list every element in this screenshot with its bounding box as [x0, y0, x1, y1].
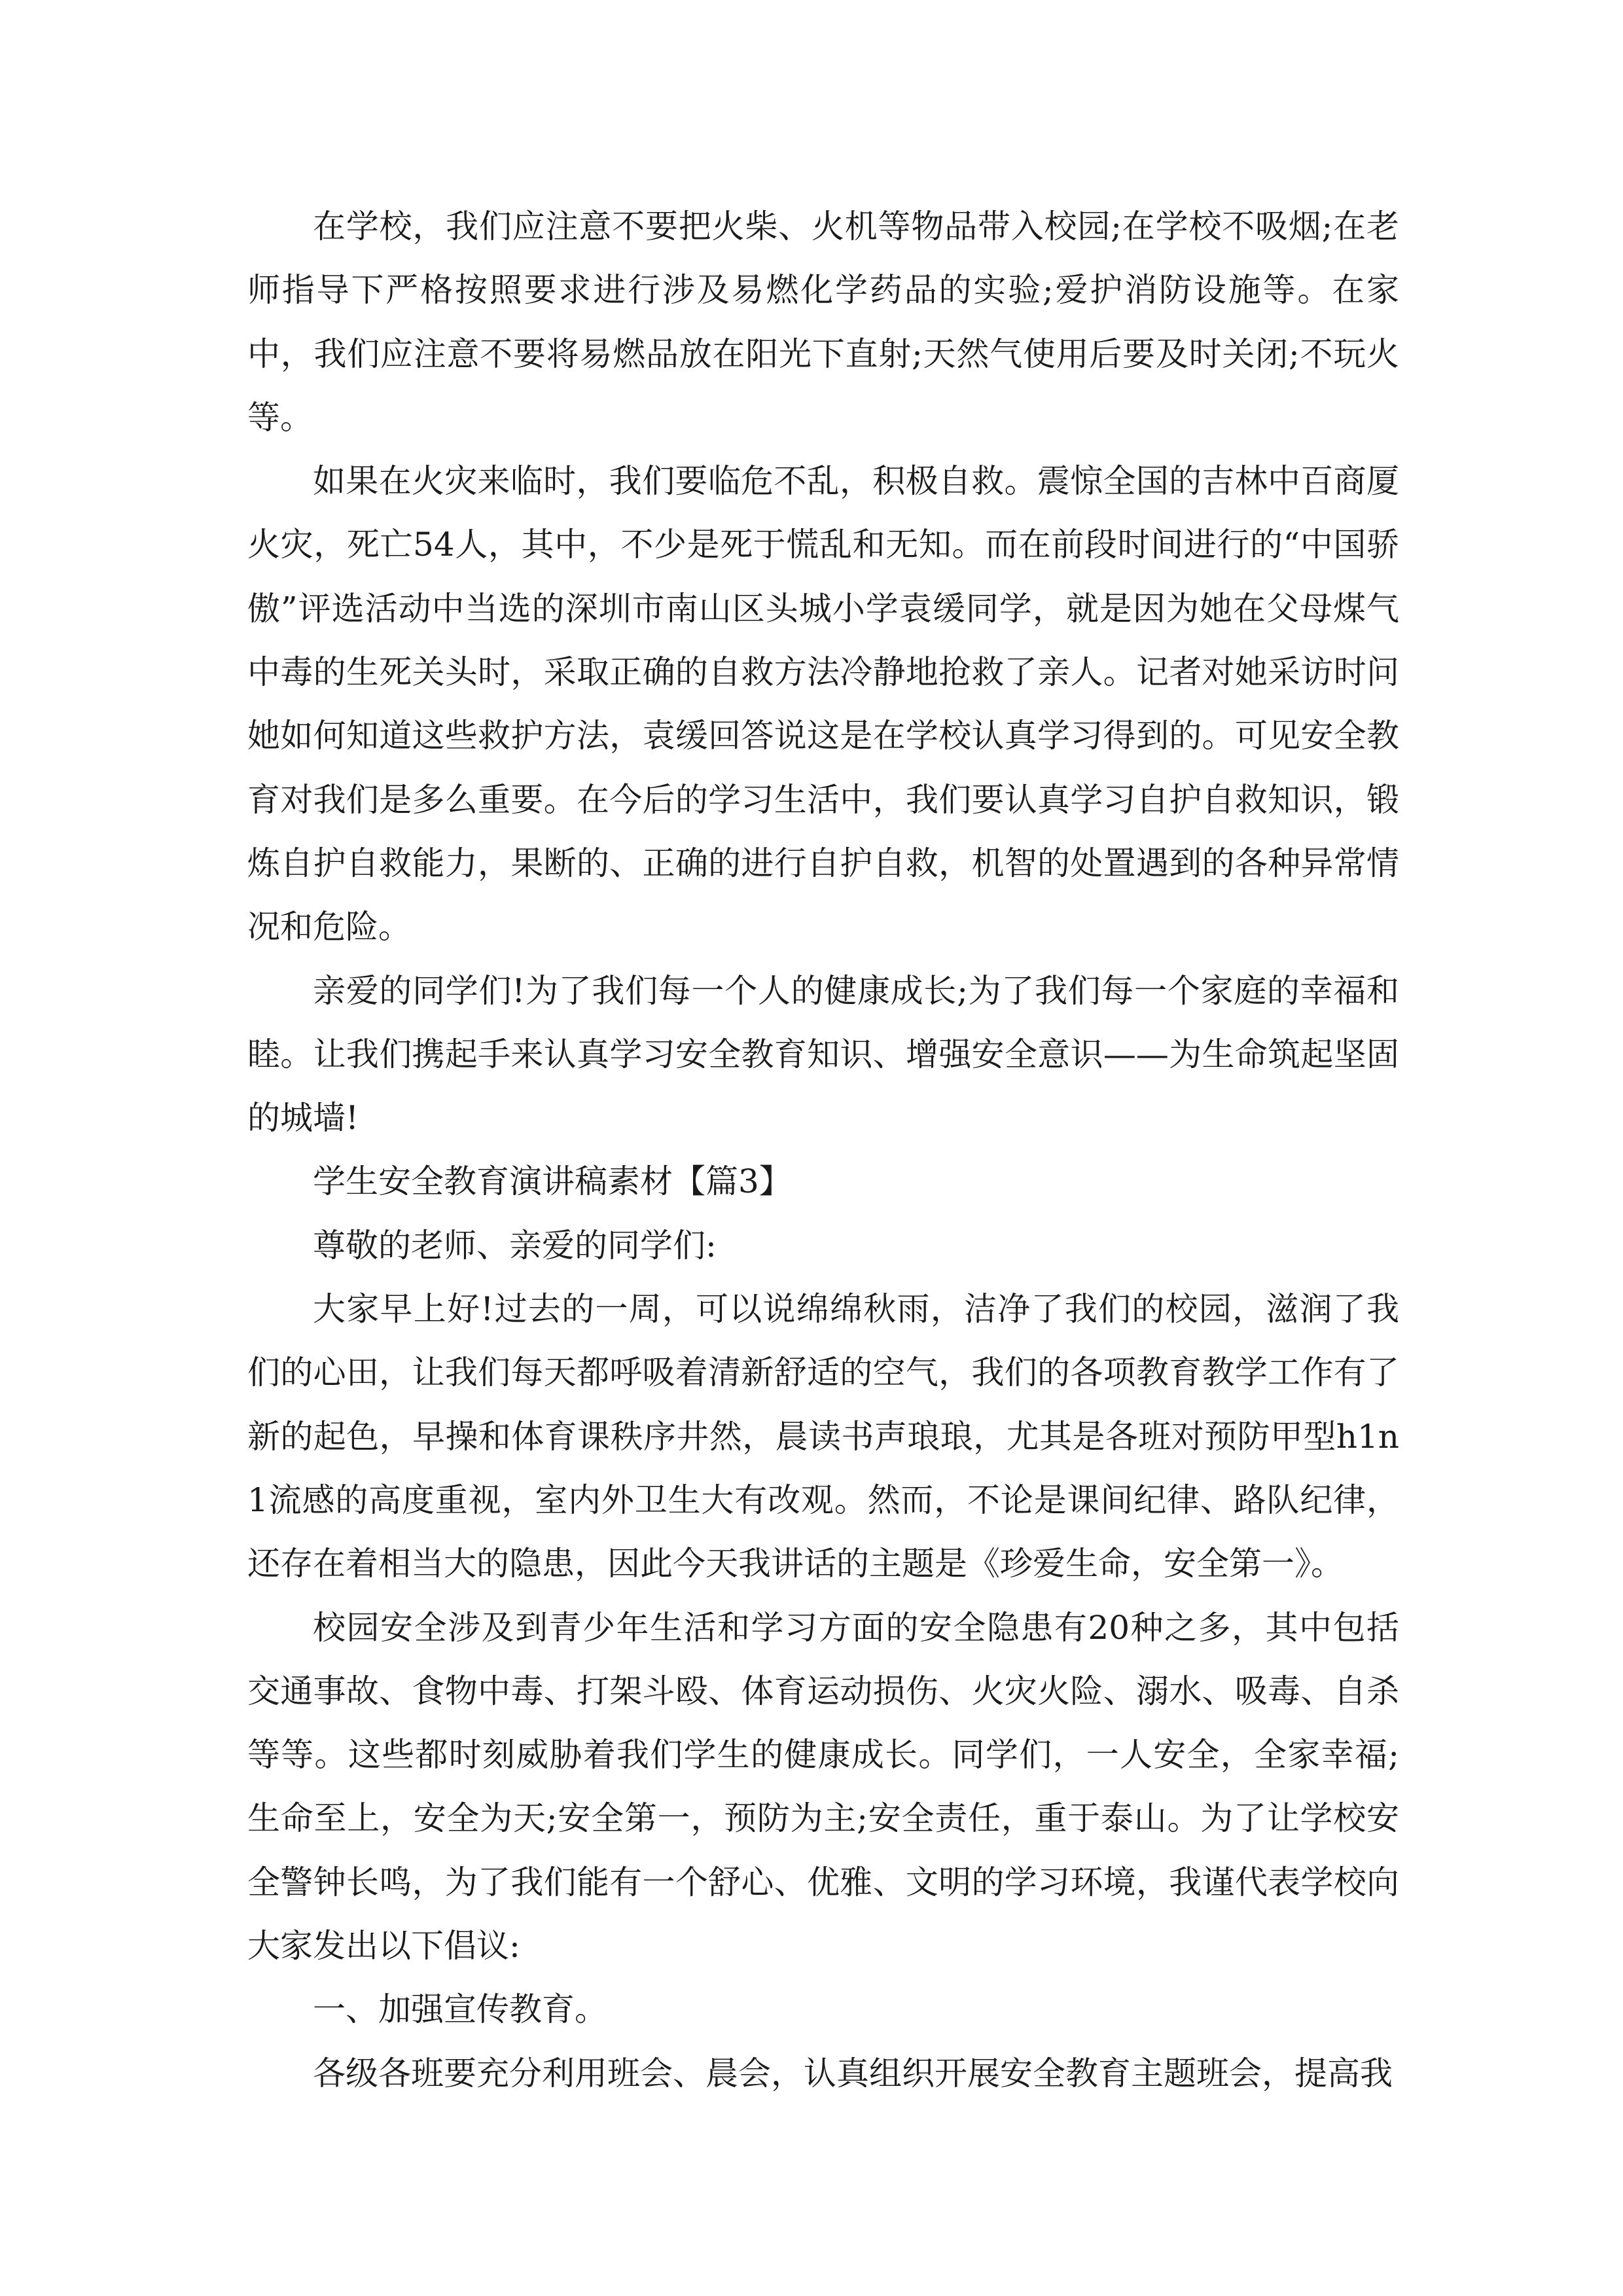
document-body	[247, 195, 1399, 2106]
paragraph-school-fire-safety: 在学校，我们应注意不要把火柴、火机等物品带入校园;在学校不吸烟;在老师指导下严格按照要求进行涉及易燃化学药品的实验;爱护消防设施等。在家中，我们应注意不要将易燃品放在阳光下直射;天然气使用后要及时关闭;不玩火等。	[247, 207, 1399, 437]
paragraph-class-meetings: 各级各班要充分利用班会、晨会，认真组织开展安全教育主题班会，提高我	[313, 2054, 1393, 2092]
paragraph-greeting: 大家早上好!过去的一周，可以说绵绵秋雨，洁净了我们的校园，滋润了我们的心田，让我们每天都呼吸着清新舒适的空气，我们的各项教育教学工作有了新的起色，早操和体育课秩序井然，晨读书声琅琅，尤其是各班对预防甲型h1n1流感的高度重视，室内外卫生大有改观。然而，不论是课间纪律、路队纪律，还存在着相当大的隐患，因此今天我讲话的主题是《珍爱生命，安全第一》。	[247, 1290, 1399, 1583]
paragraph-self-rescue: 如果在火灾来临时，我们要临危不乱，积极自救。震惊全国的吉林中百商厦火灾，死亡54人，其中，不少是死于慌乱和无知。而在前段时间进行的“中国骄傲”评选活动中当选的深圳市南山区头城小学袁缓同学，就是因为她在父母煤气中毒的生死关头时，采取正确的自救方法冷静地抢救了亲人。记者对她采访时问她如何知道这些救护方法，袁缓回答说这是在学校认真学习得到的。可见安全教育对我们是多么重要。在今后的学习生活中，我们要认真学习自护自救知识，锻炼自护自救能力，果断的、正确的进行自护自救，机智的处置遇到的各种异常情况和危险。	[247, 462, 1399, 946]
section-heading: 学生安全教育演讲稿素材【篇3】	[313, 1162, 792, 1201]
paragraph-campus-safety: 校园安全涉及到青少年生活和学习方面的安全隐患有20种之多，其中包括交通事故、食物中毒、打架斗殴、体育运动损伤、火灾火险、溺水、吸毒、自杀等等。这些都时刻威胁着我们学生的健康成长。同学们，一人安全，全家幸福;生命至上，安全为天;安全第一，预防为主;安全责任，重于泰山。为了让学校安全警钟长鸣，为了我们能有一个舒心、优雅、文明的学习环境，我谨代表学校向大家发出以下倡议:	[247, 1608, 1399, 1965]
paragraph-closing-appeal: 亲爱的同学们!为了我们每一个人的健康成长;为了我们每一个家庭的幸福和睦。让我们携起手来认真学习安全教育知识、增强安全意识——为生命筑起坚固的城墙!	[247, 971, 1399, 1138]
salutation: 尊敬的老师、亲爱的同学们:	[313, 1226, 717, 1265]
list-heading-publicity: 一、加强宣传教育。	[313, 1990, 607, 2029]
